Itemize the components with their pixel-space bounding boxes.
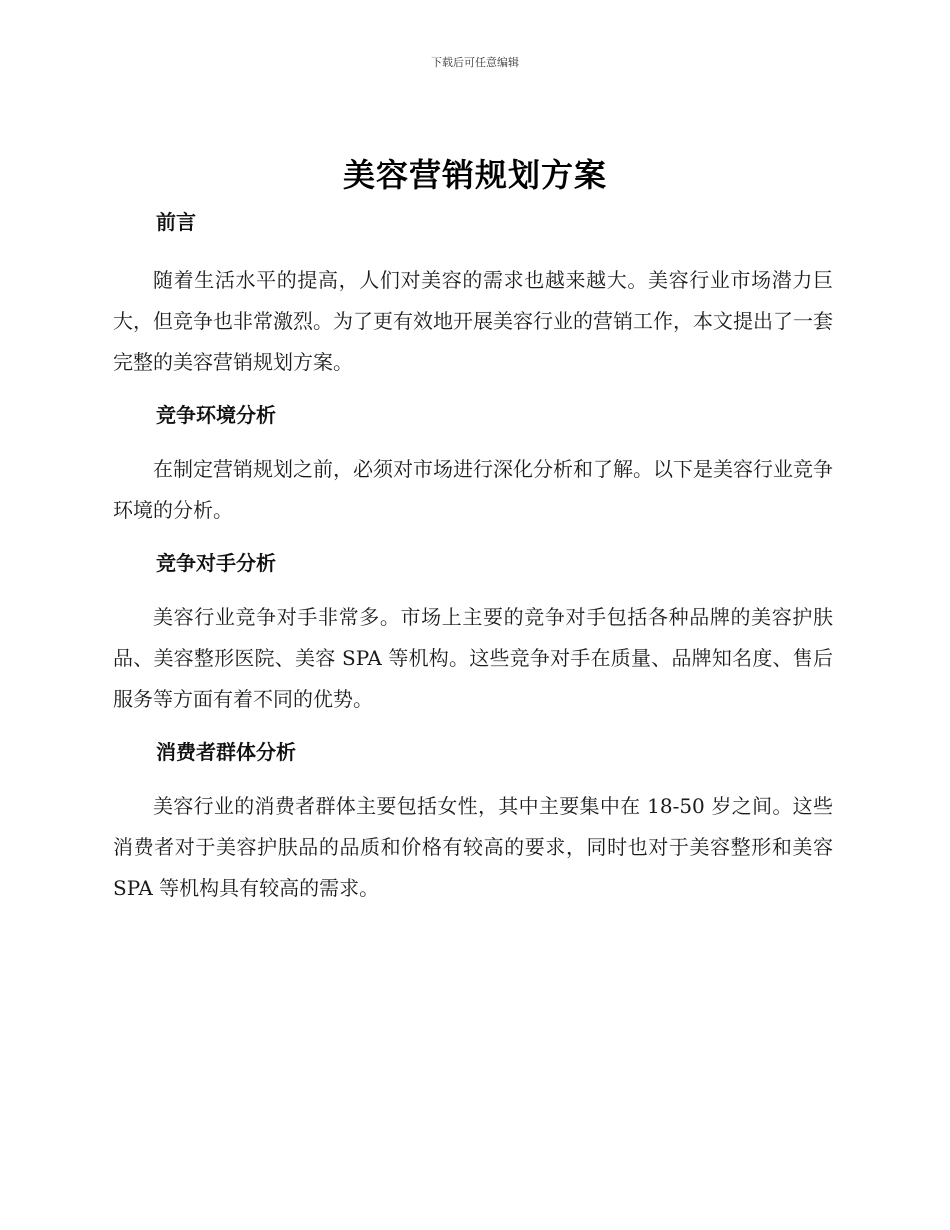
section-preface: [113, 204, 833, 397]
section-consumer-analysis: [113, 734, 833, 909]
document-body: [113, 204, 833, 909]
document-title: 美容营销规划方案: [342, 156, 607, 194]
header-note: 下载后可任意编辑: [431, 56, 519, 69]
section-paragraph: 美容行业竞争对手非常多。市场上主要的竞争对手包括各种品牌的美容护肤品、美容整形医院、美容 SPA 等机构。这些竞争对手在质量、品牌知名度、售后服务等方面有着不同的优势。: [113, 605, 833, 711]
section-heading: 前言: [156, 210, 196, 234]
section-competitive-environment: [113, 397, 833, 545]
section-paragraph: 在制定营销规划之前，必须对市场进行深化分析和了解。以下是美容行业竞争环境的分析。: [113, 457, 833, 522]
section-paragraph: 美容行业的消费者群体主要包括女性，其中主要集中在 18-50 岁之间。这些消费者对于美容护肤品的品质和价格有较高的要求，同时也对于美容整形和美容 SPA 等机构具有较高的需求。: [113, 794, 833, 900]
section-heading: 消费者群体分析: [156, 740, 296, 764]
section-paragraph: 随着生活水平的提高，人们对美容的需求也越来越大。美容行业市场潜力巨大，但竞争也非常激烈。为了更有效地开展美容行业的营销工作，本文提出了一套完整的美容营销规划方案。: [113, 268, 833, 374]
section-heading: 竞争对手分析: [156, 551, 276, 575]
section-competitor-analysis: [113, 545, 833, 734]
section-heading: 竞争环境分析: [156, 403, 276, 427]
